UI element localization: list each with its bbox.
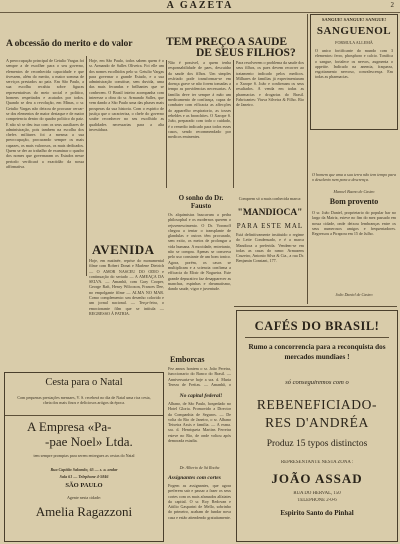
article-column-1: A preoccupação principal de Getulio Vargas foi sempre a de escolher para o seu governo, elementos de reconhecida capacidade e que tivessem, além do merito, a maior somma de serviços prestados ao paiz. Em São Paulo, a sua escolha recahiu sobre figuras representativas do meio social e politico, homens respeitados e acatados por todos. Quando se deu a revolução, em Minas, o sr. Getulio Vargas não deixou de procurar cercar-se dos elementos de maior destaque e de maior competencia dentro do quadro politico do paiz. E não só se deu isso com os seus auxiliares de administração, pois tambem na escolha dos chefes militares foi a mesma a sua preoccupação, procurando sempre os mais capazes, os mais valorosos, os mais dedicados. Quem se der ao trabalho de examinar o quadro dos nomes que governaram os Estados nesse periodo verificará a exactidão da nossa affirmativa. xyxy=(6,58,84,169)
headline-center-1: TEM PREÇO A SAUDE xyxy=(166,36,288,48)
empresa-line-1: A Empresa «Pa- xyxy=(27,419,112,434)
pensamento-signature: Manoel Bueno de Castro xyxy=(333,189,375,194)
mandioca-sub: PARA ESTE MAL xyxy=(236,222,304,230)
sanguenol-ad xyxy=(310,14,398,130)
capital-signature: Dr. Alberto de Sá Rocha xyxy=(179,465,220,470)
empresa-line-2: -pae Noel» Ltda. xyxy=(45,434,133,449)
column-rule xyxy=(86,56,87,276)
mandioca-text: Está definitivamente instituido o regime do Leite Condensado, e é a marca Mandioca a preferida. Vendem-se em todas as casas do ramo: Armazens Cruzeiro, Antonio Silva & Cia., a rua Dr. Benjamin Constant, 177. xyxy=(236,232,304,264)
sanguenol-brand: SANGUENOL xyxy=(316,25,392,37)
column-rule xyxy=(166,60,167,188)
sonho-title: O sonho do Dr. Fausto xyxy=(178,194,224,210)
pensamento-text: O homem que ama a sua terra não tem tempo para o desalento nem para a descrença. xyxy=(312,172,396,183)
masthead xyxy=(0,0,400,13)
cafes-produz: Produz 15 typos distinctos xyxy=(266,439,368,449)
provento-text: O sr. João Daniel, proprietario do popular bar no largo da Matriz, esteve no fim do mez passado em nossa cidade, onde deixou lembranças entre os seus numerosos amigos e frequentadores. Regressou a Pirapora em 15 de Julho. xyxy=(312,210,396,237)
page-number: 2 xyxy=(390,1,394,9)
rebene-line-2: RES D'ANDRÉA xyxy=(265,415,369,430)
capital-text: Albano, de São Paulo, hospedado no Hotel Gloria. Promovido a Director da Companhia de Seguros. — De volta do Rio de Janeiro, o sr. Albano Teixeira Assis e familia. — A exma. sra. d. Henriqueta Martins Ferreira esteve no Rio, de onde voltou após demorada estadia. xyxy=(168,401,231,444)
newspaper-title: A GAZETA xyxy=(166,0,234,11)
rebene-line-1: REBENEFICIADO- xyxy=(256,397,378,412)
cafes-sub-1: Rumo a concorrencia para a reconquista dos mercados mundiaes ! xyxy=(248,343,386,361)
assignantes-text: Fogem as assignantes, que agora preferem sair e passar a fazer os seus cortes com os mais afamados alfaiates da capital. O sr. Roy Redovan e Attilio Gasparini de Mello, sobrinho do primeiro, acabam de fundar nova casa e estão attendendo gratuitamente. xyxy=(168,483,231,520)
avenida-text: Hoje, em matinée, reprise do monumental filme com Robert Donat e Marlene Dietrich — O AMOR NASCEU DO ODIO e continuação do seriado — A AMEAÇA DA SELVA. — Amanhã, com Gary Cooper, George Raft, Henry Wilcoxon, Frances Dee, no empolgante filme — ALMA NO MAR. Como complemento: um desenho colorido e um jornal nacional. — Terça-feira, o emocionante film que se intitula — REGRESSO Á PATRIA. xyxy=(89,258,164,316)
cesta-rule xyxy=(5,415,163,416)
mandioca-intro: Comprem só a mais conhecida marca: xyxy=(238,196,302,201)
cesta-text: Com pequenas prestações mensaes, V. S. receberá no dia de Natal uma rica cesta, cheia dos mais finos e deliciosos artigos da época. xyxy=(17,395,151,406)
cafes-ad xyxy=(236,310,398,542)
agent-name: Amelia Ragazzoni xyxy=(35,504,133,519)
empresa-address: Rua Capitão Salomão, 65 — s. a. andar xyxy=(50,467,118,472)
sanguenol-tag: FORMULA ALLEMÃ xyxy=(335,40,373,45)
empresa-city: SÃO PAULO xyxy=(65,482,103,489)
provento-title: Bom provento xyxy=(329,197,379,206)
headline-left: A obcessão do merito e do valor xyxy=(6,38,133,49)
cafes-name: JOÃO ASSAD xyxy=(271,471,363,486)
article-column-4: Para resolverem o problema da saude dos seus filhos, os paes devem recorrer ao tratamento indicado pelos medicos. Milhares de familias já experimentaram o Xarope S. João e confirmam os seus resultados. A venda em todas as pharmacias e drogarias do Brasil. Fabricantes: Viuva Silveira & Filho. Rio de Janeiro. xyxy=(236,60,304,108)
agent-label: Agente nesta cidade: xyxy=(66,495,102,500)
column-rule xyxy=(307,14,308,304)
cafes-sub-2: só conseguiremos com o xyxy=(285,379,349,386)
avenida-title: AVENIDA xyxy=(92,242,155,257)
cafes-address: RUA DO HERVAL, 150 xyxy=(293,491,341,496)
provento-signature: João Daniel de Castro xyxy=(335,292,373,297)
cafes-city: Espirito Santo do Pinhal xyxy=(280,509,354,517)
sangue-banner: SANGUE! SANGUE! SANGUE! xyxy=(321,17,387,22)
mandioca-brand: "MANDIOCA" xyxy=(237,208,303,218)
sanguenol-text: O unico fortificante do mundo com 3 elementos: ferro, phosphoro e calcio. Tonifica o sangue, fortalece os nervos, augmenta o appetite. Indicado na anemia, fraqueza, esgottamento nervoso, convalescença. Em todas as pharmacias. xyxy=(315,48,393,80)
cesta-ad xyxy=(4,372,164,542)
empresa-note: tem sempre promptas para serem entregues as cestas do Natal xyxy=(33,453,135,458)
emborcas-title: Emborcas xyxy=(170,355,205,364)
column-rule xyxy=(233,60,234,188)
sonho-text: Os alquimistas buscavam a pedra philosophal e os modernos querem o rejuvenescimento. O Dr. Voronoff chegou a tentar o transplante de glandulas e outros têm procurado, sem exito, os meios de prolongar a vida humana. A mocidade, entretanto, não se compra. Apenas se conserva pelo uso constante de um bom tonico. Agora, porém, os casos se multiplicam e a sciencia confirma a efficacia do Elixir de Nogueira. Este grande depurativo faz desapparecer as manchas, espinhas e rheumatismo, dando saude, vigor e juventude. xyxy=(168,212,231,292)
capital-title: No capital federal! xyxy=(179,393,223,399)
cesta-title: Cesta para o Natal xyxy=(45,377,123,388)
cafes-phone: TELEPHONE 2-0-6 xyxy=(297,498,337,503)
cafes-rep: REPRESENTANTE NESTA ZONA : xyxy=(280,460,354,465)
headline-center-2: DE SEUS FILHOS? xyxy=(196,47,296,59)
cafes-title: CAFÉS DO BRASIL! xyxy=(254,319,380,333)
assignantes-title: Assignantes com cortes xyxy=(168,475,221,481)
emborcas-text: Fez annos hontem o sr. João Pereira, funccionario do Banco do Brasil. — Anniversaria-se hoje a sra. d. Maria Tereza de Freitas. — Amanhã, o xyxy=(168,366,231,387)
section-rule xyxy=(234,306,397,307)
cafes-rule xyxy=(245,337,389,338)
empresa-sala: Sala 61 — Telephone 4-5846 xyxy=(59,474,109,479)
article-column-3: Não é possivel, a quem tenha responsabilidade de paes, descuidar da saude dos filhos. Um simples resfriado pode transformar-se em doença grave se não forem tomadas a tempo as providencias necessarias. A familia deve ter sempre á mão um medicamento de confiança, capaz de combater com efficacia as affecções do apparelho respiratorio, as tosses rebeldes e as bronchites. O Xarope S. João, preparado com todo o cuidado, é o remedio indicado para todos esses casos, sendo recommendado por medicos eminentes. xyxy=(168,60,231,140)
article-column-2: Hoje, em São Paulo, todos sabem quem é o sr. Armando de Salles Oliveira. Foi elle um dos nomes escolhidos pelo sr. Getulio Vargas para governar o grande Estado, e a sua administração constitue, sem duvida, uma das mais fecundas e brilhantes que se conhecem. O Brasil inteiro acompanha com interesse a obra do sr. Armando Salles, que vem dando a São Paulo uma das phases mais prosperas da sua historia. Com o espirito de justiça que o caracteriza, o chefe do governo soube reconhecer no seu escolhido as qualidades necessarias para a alta investidura. xyxy=(89,58,164,132)
